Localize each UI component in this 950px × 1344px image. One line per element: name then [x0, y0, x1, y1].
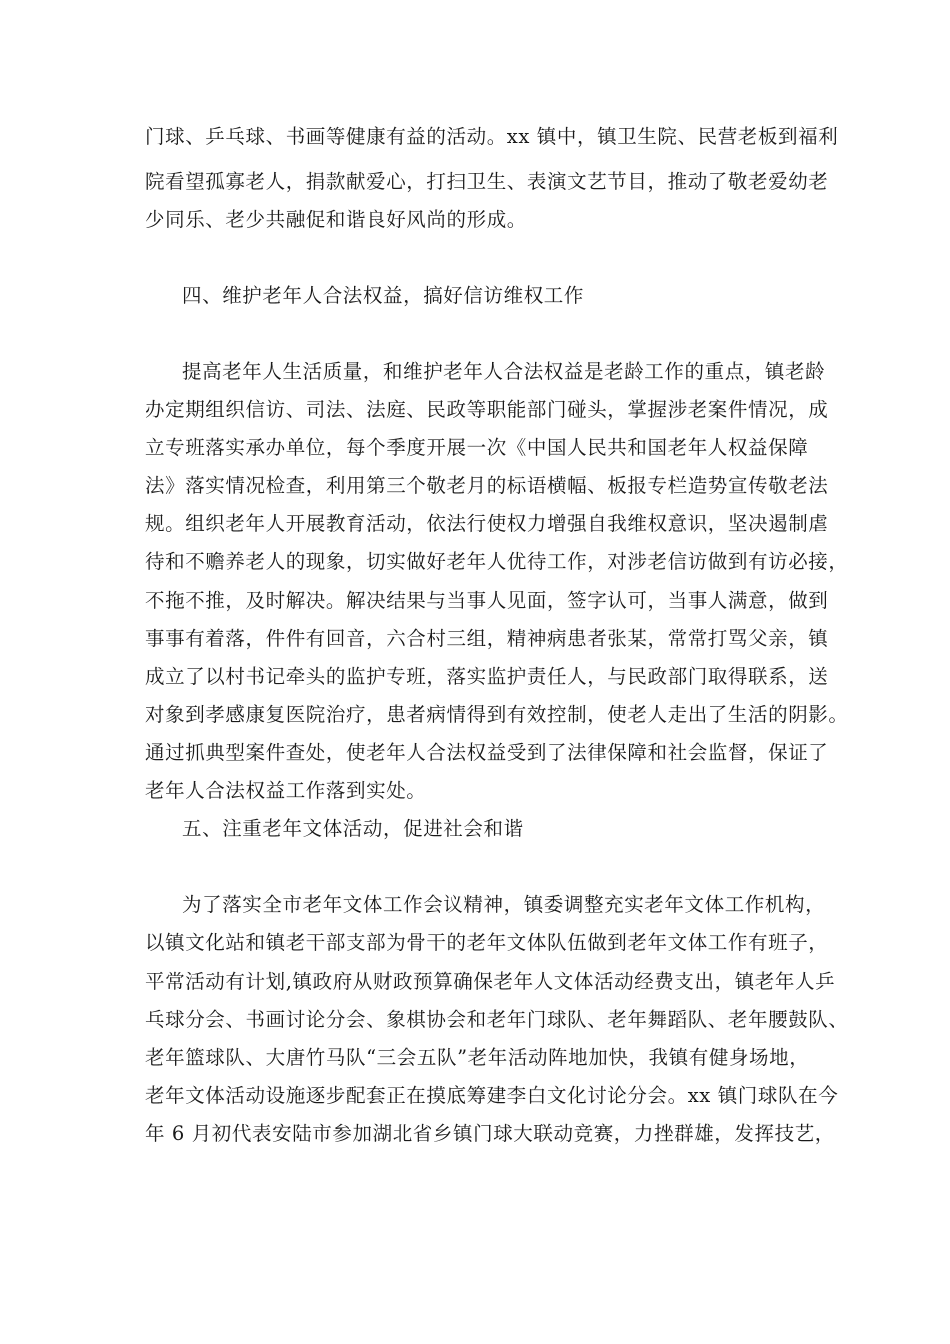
- paragraph-line: 老年文体活动设施逐步配套正在摸底筹建李白文化讨论分会。xx 镇门球队在今: [145, 1084, 839, 1107]
- paragraph-line: 规。组织老年人开展教育活动，依法行使权力增强自我维权意识，坚决遏制虐: [145, 512, 829, 535]
- paragraph-line: 办定期组织信访、司法、法庭、民政等职能部门碰头，掌握涉老案件情况，成: [145, 398, 829, 421]
- paragraph-line: 院看望孤寡老人，捐款献爱心，打扫卫生、表演文艺节目，推动了敬老爱幼老: [145, 170, 829, 193]
- paragraph-line: 为了落实全市老年文体工作会议精神，镇委调整充实老年文体工作机构，: [182, 893, 826, 916]
- paragraph-line: 成立了以村书记牵头的监护专班，落实监护责任人，与民政部门取得联系，送: [145, 665, 829, 688]
- paragraph-line: 乓球分会、书画讨论分会、象棋协会和老年门球队、老年舞蹈队、老年腰鼓队、: [145, 1008, 849, 1031]
- section-heading: 五、注重老年文体活动，促进社会和谐: [182, 817, 524, 840]
- paragraph-line: 年 6 月初代表安陆市参加湖北省乡镇门球大联动竞赛，力挫群雄，发挥技艺，: [145, 1122, 835, 1145]
- paragraph-line: 门球、乒乓球、书画等健康有益的活动。xx 镇中，镇卫生院、民营老板到福利: [145, 125, 839, 148]
- paragraph-line: 通过抓典型案件查处，使老年人合法权益受到了法律保障和社会监督，保证了: [145, 741, 829, 764]
- paragraph-line: 老年人合法权益工作落到实处。: [145, 779, 427, 802]
- paragraph-line: 立专班落实承办单位，每个季度开展一次《中国人民共和国老年人权益保障: [145, 436, 809, 459]
- paragraph-line: 平常活动有计划,镇政府从财政预算确保老年人文体活动经费支出，镇老年人乒: [145, 970, 836, 993]
- paragraph-line: 事事有着落，件件有回音，六合村三组，精神病患者张某，常常打骂父亲，镇: [145, 627, 829, 650]
- paragraph-line: 以镇文化站和镇老干部支部为骨干的老年文体队伍做到老年文体工作有班子，: [145, 931, 829, 954]
- paragraph-line: 少同乐、老少共融促和谐良好风尚的形成。: [145, 208, 527, 231]
- paragraph-line: 对象到孝感康复医院治疗，患者病情得到有效控制，使老人走出了生活的阴影。: [145, 703, 849, 726]
- section-heading: 四、维护老年人合法权益，搞好信访维权工作: [182, 284, 585, 307]
- paragraph-line: 老年篮球队、大唐竹马队“三会五队”老年活动阵地加快，我镇有健身场地，: [145, 1046, 810, 1069]
- paragraph-line: 不拖不推，及时解决。解决结果与当事人见面，签字认可，当事人满意，做到: [145, 589, 829, 612]
- paragraph-line: 法》落实情况检查，利用第三个敬老月的标语横幅、板报专栏造势宣传敬老法: [145, 474, 829, 497]
- paragraph-line: 提高老年人生活质量，和维护老年人合法权益是老龄工作的重点，镇老龄: [182, 360, 826, 383]
- paragraph-line: 待和不赡养老人的现象，切实做好老年人优待工作，对涉老信访做到有访必接，: [145, 550, 849, 573]
